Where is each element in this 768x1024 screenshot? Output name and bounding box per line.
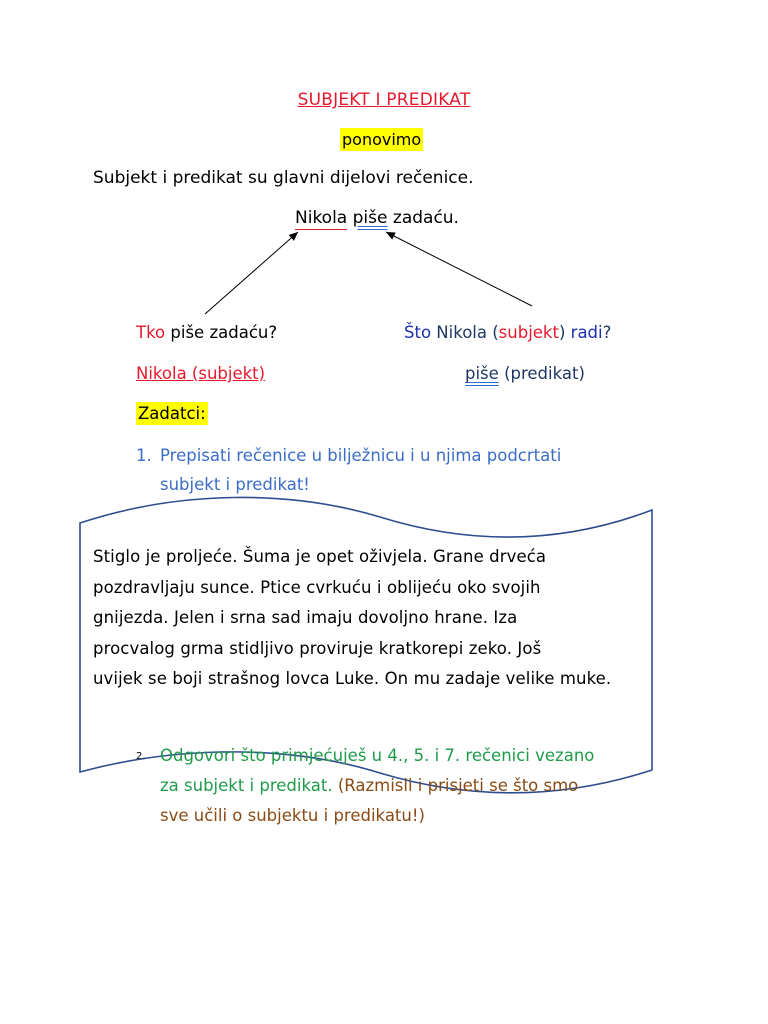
task-1-line-1: Prepisati rečenice u bilježnicu i u njima podcrtati [160, 446, 562, 465]
question-word-sto: Što [404, 323, 432, 342]
example-subject: Nikola [295, 208, 348, 228]
passage-line: uvijek se boji strašnog lovca Luke. On mu zadaje velike muke. [93, 669, 612, 688]
passage-line: procvalog grma stidljivo proviruje kratkorepi zeko. Još [93, 638, 542, 658]
passage-line: pozdravljaju sunce. Ptice cvrkuću i oblijeću oko svojih [93, 577, 541, 597]
question-predicate [404, 323, 611, 342]
intro-sentence: Subjekt i predikat su glavni dijelovi rečenice. [93, 168, 474, 188]
task-1-number: 1. [136, 446, 152, 465]
subtitle-highlight: ponovimo [342, 130, 422, 149]
answer-predicate-label: (predikat) [504, 364, 585, 383]
arrow-to-subject [205, 232, 298, 314]
question-subjekt-label: subjekt [498, 323, 559, 342]
task-2-line-1: Odgovori što primjećuješ u 4., 5. i 7. rečenici vezano [160, 746, 595, 765]
page-title: SUBJEKT I PREDIKAT [297, 90, 471, 110]
answer-predicate [465, 364, 585, 383]
task-2 [136, 741, 696, 830]
task-2-line-2-brown: (Razmisli i prisjeti se što smo [332, 776, 579, 796]
passage-line: gnijezda. Jelen i srna sad imaju dovoljno hrane. Iza [93, 608, 518, 627]
task-2-number: 2. [136, 750, 146, 762]
question-word-radi: radi [570, 323, 603, 342]
question-nikola: Nikola ( [436, 323, 499, 342]
question-subject [136, 323, 277, 342]
question-paren-close: ) [558, 323, 566, 342]
task-2-line-2-green: za subjekt i predikat. [160, 776, 333, 796]
answer-predicate-word: piše [465, 364, 499, 383]
task-1 [136, 441, 656, 499]
task-2-line-3: sve učili o subjektu i predikatu!) [160, 805, 425, 825]
tasks-heading: Zadatci: [138, 404, 206, 423]
arrow-to-predicate [386, 232, 532, 306]
reading-passage [93, 542, 693, 695]
passage-line: Stiglo je proljeće. Šuma je opet oživjela. Grane drveća [93, 547, 547, 566]
example-rest: zadaću. [392, 208, 459, 228]
example-predicate: piše [352, 208, 388, 228]
task-1-line-2: subjekt i predikat! [160, 475, 310, 494]
question-word-tko: Tko [136, 323, 166, 342]
question-mark: ? [602, 323, 612, 342]
example-sentence [295, 208, 459, 228]
answer-subject: Nikola (subjekt) [136, 364, 266, 383]
question-subject-rest: piše zadaću? [170, 323, 278, 342]
